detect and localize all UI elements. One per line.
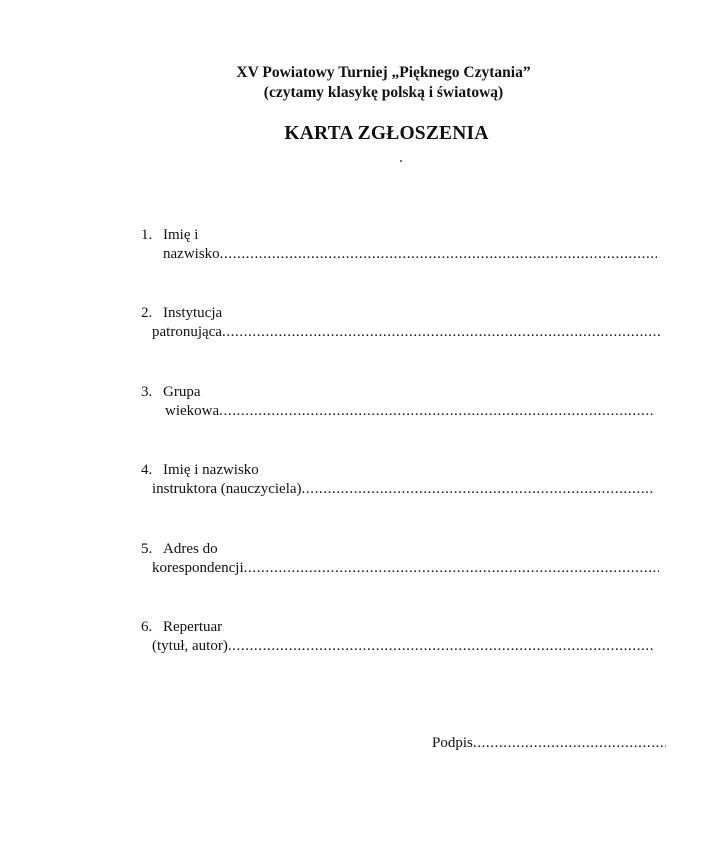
field-label-row [141,540,659,559]
dotted-fill-line[interactable] [219,402,655,421]
dotted-fill-line[interactable] [220,245,657,264]
field-entry-row[interactable] [141,323,662,342]
signature-label: Podpis [432,735,473,751]
field-label-row [141,226,657,245]
dotted-fill-line[interactable] [244,559,659,578]
signature-field[interactable] [432,734,666,753]
tournament-subtitle: (czytamy klasykę polską i światową) [263,84,504,101]
field-repertoire [141,618,655,656]
dotted-fill-line[interactable] [222,323,662,342]
dotted-fill-line[interactable] [302,480,655,499]
field-instructor [141,461,655,499]
field-label-continued: (tytuł, autor) [152,638,228,654]
field-entry-row[interactable] [141,402,655,421]
field-number: 1. [141,227,153,243]
field-address [141,540,659,578]
field-label-continued: nazwisko [163,246,220,262]
field-institution [141,304,662,342]
signature-dotted-line[interactable] [473,734,666,753]
field-label-row [141,618,655,637]
field-entry-row[interactable] [141,245,657,264]
field-label-continued: instruktora (nauczyciela) [152,481,302,497]
field-label-row [141,461,655,480]
field-number: 6. [141,619,153,635]
field-label: Instytucja [163,305,223,321]
field-label: Imię i [163,227,199,243]
scan-speck [400,160,402,162]
field-label: Adres do [163,541,218,557]
field-name [141,226,657,264]
field-label-continued: korespondencji [152,560,244,576]
field-label: Imię i nazwisko [163,462,259,478]
field-number: 3. [141,384,153,400]
tournament-title: XV Powiatowy Turniej „Pięknego Czytania” [236,64,531,81]
field-label: Grupa [163,384,201,400]
field-label-continued: wiekowa [165,403,220,419]
field-label-continued: patronująca [152,324,222,340]
field-label: Repertuar [163,619,223,635]
field-age-group [141,383,655,421]
field-number: 4. [141,462,153,478]
field-label-row [141,383,655,402]
dotted-fill-line[interactable] [228,637,655,656]
field-entry-row[interactable] [141,480,655,499]
form-title: KARTA ZGŁOSZENIA [284,123,489,144]
field-entry-row[interactable] [141,559,659,578]
field-number: 2. [141,305,153,321]
field-label-row [141,304,662,323]
field-entry-row[interactable] [141,637,655,656]
field-number: 5. [141,541,153,557]
